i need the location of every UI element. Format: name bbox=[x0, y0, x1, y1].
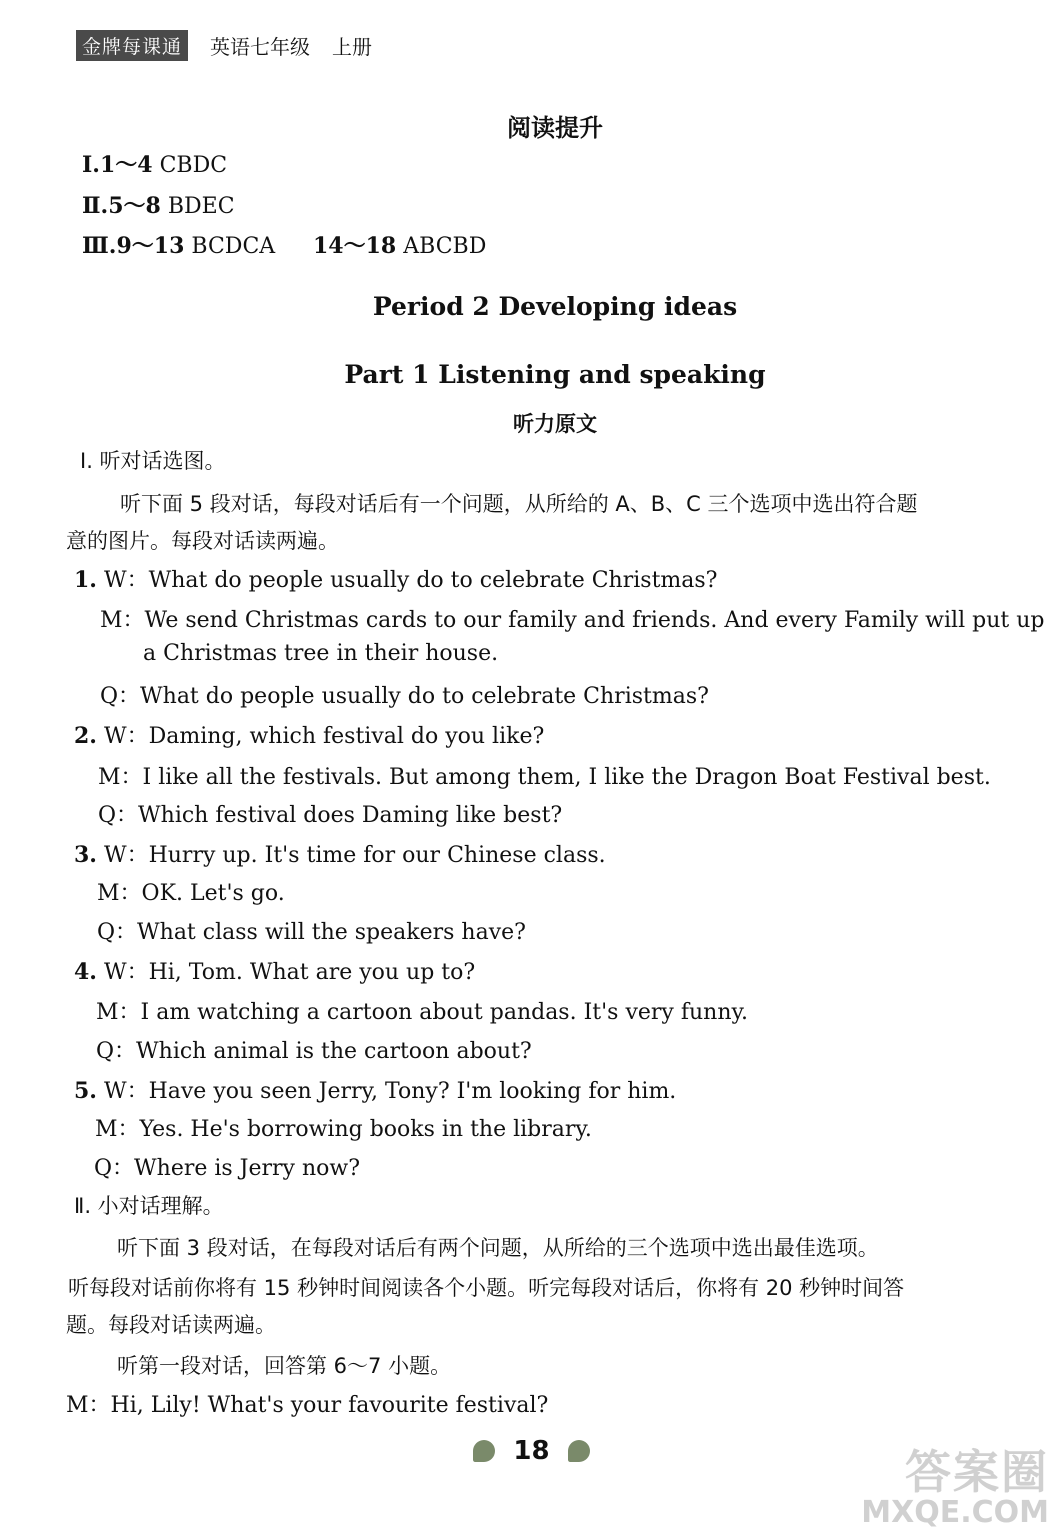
answer-num: Ⅱ. bbox=[82, 193, 109, 219]
answer-range: 5～8 bbox=[108, 193, 161, 219]
section2-dialogue-line: M：Hi, Lily! What's your favourite festival? bbox=[66, 1393, 549, 1418]
dialogue-1-m-cont: a Christmas tree in their house. bbox=[143, 641, 499, 666]
answer-letters: CBDC bbox=[159, 153, 228, 178]
dialogue-5-q: Q：Where is Jerry now? bbox=[94, 1156, 361, 1181]
dialogue-3-q: Q：What class will the speakers have? bbox=[97, 920, 526, 945]
leaf-icon bbox=[473, 1440, 495, 1462]
answer-range: 1～4 bbox=[99, 152, 153, 178]
answer-num: Ⅰ. bbox=[82, 152, 100, 178]
leaf-icon bbox=[568, 1440, 590, 1462]
section2-instruction: 听下面 3 段对话，在每段对话后有两个问题，从所给的三个选项中选出最佳选项。 bbox=[117, 1236, 879, 1260]
dialogue-5-m: M：Yes. He's borrowing books in the library. bbox=[95, 1117, 592, 1142]
answer-range: 9～13 bbox=[116, 233, 185, 259]
dialogue-2-m: M：I like all the festivals. But among them, I like the Dragon Boat Festival best. bbox=[98, 765, 991, 790]
answer-num: Ⅲ. bbox=[82, 233, 117, 259]
dialogue-3-w: 3. W：Hurry up. It's time for our Chinese class. bbox=[74, 842, 606, 868]
section1-instruction-cont: 意的图片。每段对话读两遍。 bbox=[66, 529, 339, 553]
dialogue-2-w: 2. W：Daming, which festival do you like? bbox=[74, 723, 545, 749]
section2-subheading: 听第一段对话，回答第 6～7 小题。 bbox=[117, 1354, 452, 1378]
section2-heading: Ⅱ. 小对话理解。 bbox=[74, 1194, 224, 1218]
answer-row-3b bbox=[313, 229, 486, 260]
dialogue-4-q: Q：Which animal is the cartoon about? bbox=[96, 1039, 532, 1064]
answer-letters: BDEC bbox=[167, 194, 235, 219]
watermark-logo-text: 答案圈 bbox=[905, 1445, 1049, 1500]
answer-row-1 bbox=[82, 148, 227, 179]
section2-instruction-end: 题。每段对话读两遍。 bbox=[66, 1313, 276, 1337]
answer-row-2 bbox=[82, 189, 235, 220]
section2-instruction-cont: 听每段对话前你将有 15 秒钟时间阅读各个小题。听完每段对话后，你将有 20 秒钟时间答 bbox=[68, 1276, 905, 1300]
book-subject: 英语七年级 bbox=[210, 35, 311, 59]
answer-range: 14～18 bbox=[313, 233, 397, 259]
watermark-url: MXQE.COM bbox=[861, 1494, 1049, 1530]
dialogue-4-m: M：I am watching a cartoon about pandas. It's very funny. bbox=[96, 1000, 748, 1025]
part-title: Part 1 Listening and speaking bbox=[344, 360, 766, 389]
dialogue-2-q: Q：Which festival does Daming like best? bbox=[98, 803, 563, 828]
page-number: 18 bbox=[513, 1436, 550, 1466]
answer-row-3 bbox=[82, 229, 275, 260]
script-title: 听力原文 bbox=[513, 412, 597, 436]
dialogue-1-q: Q：What do people usually do to celebrate Christmas? bbox=[100, 684, 709, 709]
reading-title: 阅读提升 bbox=[507, 114, 603, 142]
dialogue-1-m: M：We send Christmas cards to our family and friends. And every Family will put up bbox=[100, 608, 1045, 633]
period-title: Period 2 Developing ideas bbox=[372, 292, 738, 321]
dialogue-4-w: 4. W：Hi, Tom. What are you up to? bbox=[74, 959, 476, 985]
answer-letters: BCDCA bbox=[191, 234, 276, 259]
series-badge: 金牌每课通 bbox=[76, 30, 188, 61]
book-volume: 上册 bbox=[332, 35, 373, 59]
dialogue-3-m: M：OK. Let's go. bbox=[97, 881, 285, 906]
answer-letters: ABCBD bbox=[403, 234, 487, 259]
section1-heading: Ⅰ. 听对话选图。 bbox=[80, 449, 226, 473]
watermark bbox=[861, 1445, 1049, 1530]
section1-instruction: 听下面 5 段对话，每段对话后有一个问题，从所给的 A、B、C 三个选项中选出符合题 bbox=[120, 492, 918, 516]
page-header bbox=[76, 30, 372, 61]
dialogue-1-w: 1. W：What do people usually do to celebrate Christmas? bbox=[74, 567, 718, 593]
dialogue-5-w: 5. W：Have you seen Jerry, Tony? I'm looking for him. bbox=[74, 1078, 677, 1104]
